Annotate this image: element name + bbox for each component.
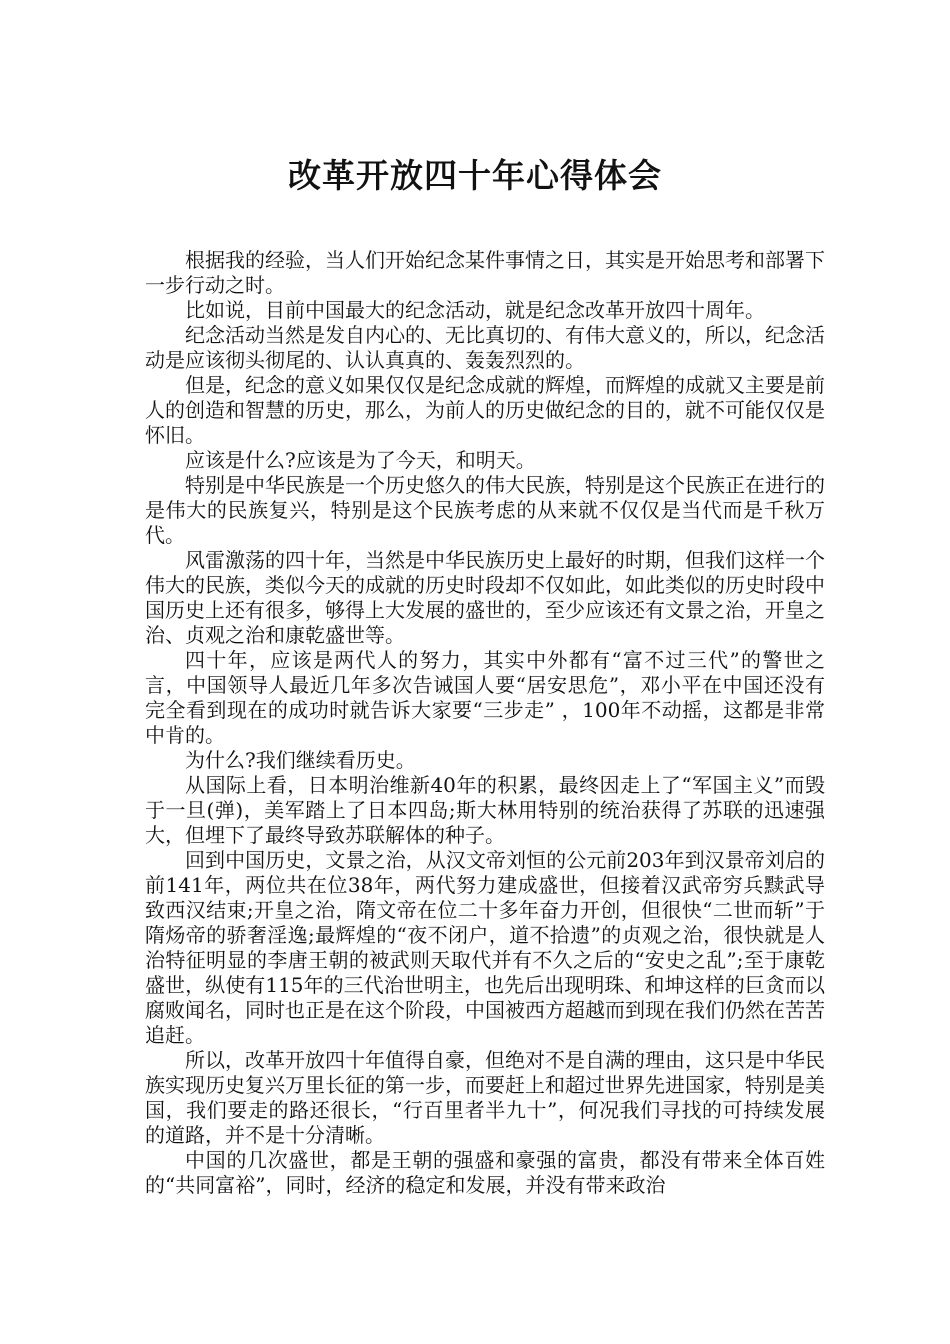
paragraph: 回到中国历史，文景之治，从汉文帝刘恒的公元前203年到汉景帝刘启的前141年，两位共在位38年，两代努力建成盛世，但接着汉武帝穷兵黩武导致西汉结束;开皇之治，隋文帝在位二十多年奋力开创，但很快“二世而斩”于隋炀帝的骄奢淫逸;最辉煌的“夜不闭户，道不拾遗”的贞观之治，很快就是人治特征明显的李唐王朝的被武则天取代并有不久之后的“安史之乱”;至于康乾盛世，纵使有115年的三代治世明主，也先后出现明珠、和坤这样的巨贪而以腐败闻名，同时也正是在这个阶段，中国被西方超越而到现在我们仍然在苦苦追赶。 xyxy=(145,848,825,1047)
paragraph: 四十年，应该是两代人的努力，其实中外都有“富不过三代”的警世之言，中国领导人最近几年多次告诫国人要“居安思危”，邓小平在中国还没有完全看到现在的成功时就告诉大家要“三步走” ，100年不动摇，这都是非常中肯的。 xyxy=(145,648,825,747)
paragraph: 特别是中华民族是一个历史悠久的伟大民族，特别是这个民族正在进行的是伟大的民族复兴，特别是这个民族考虑的从来就不仅仅是当代而是千秋万代。 xyxy=(145,473,825,547)
paragraph: 风雷激荡的四十年，当然是中华民族历史上最好的时期，但我们这样一个伟大的民族，类似今天的成就的历史时段却不仅如此，如此类似的历史时段中国历史上还有很多，够得上大发展的盛世的，至少应该还有文景之治，开皇之治、贞观之治和康乾盛世等。 xyxy=(145,548,825,647)
document-title: 改革开放四十年心得体会 xyxy=(288,156,662,195)
paragraph: 根据我的经验，当人们开始纪念某件事情之日，其实是开始思考和部署下一步行动之时。 xyxy=(145,248,825,297)
paragraph: 比如说，目前中国最大的纪念活动，就是纪念改革开放四十周年。 xyxy=(185,298,765,322)
paragraph: 为什么?我们继续看历史。 xyxy=(185,748,416,772)
document-body xyxy=(145,248,825,1198)
paragraph: 纪念活动当然是发自内心的、无比真切的、有伟大意义的，所以，纪念活动是应该彻头彻尾的、认认真真的、轰轰烈烈的。 xyxy=(145,323,825,372)
paragraph: 中国的几次盛世，都是王朝的强盛和豪强的富贵，都没有带来全体百姓的“共同富裕”，同时，经济的稳定和发展，并没有带来政治 xyxy=(145,1148,825,1197)
paragraph: 应该是什么?应该是为了今天，和明天。 xyxy=(185,448,536,472)
paragraph: 所以，改革开放四十年值得自豪，但绝对不是自满的理由，这只是中华民族实现历史复兴万里长征的第一步，而要赶上和超过世界先进国家，特别是美国，我们要走的路还很长，“行百里者半九十”，何况我们寻找的可持续发展的道路，并不是十分清晰。 xyxy=(145,1048,825,1147)
paragraph: 但是，纪念的意义如果仅仅是纪念成就的辉煌，而辉煌的成就又主要是前人的创造和智慧的历史，那么，为前人的历史做纪念的目的，就不可能仅仅是怀旧。 xyxy=(145,373,825,447)
paragraph: 从国际上看，日本明治维新40年的积累，最终因走上了“军国主义”而毁于一旦(弹)，美军踏上了日本四岛;斯大林用特别的统治获得了苏联的迅速强大，但埋下了最终导致苏联解体的种子。 xyxy=(145,773,825,847)
